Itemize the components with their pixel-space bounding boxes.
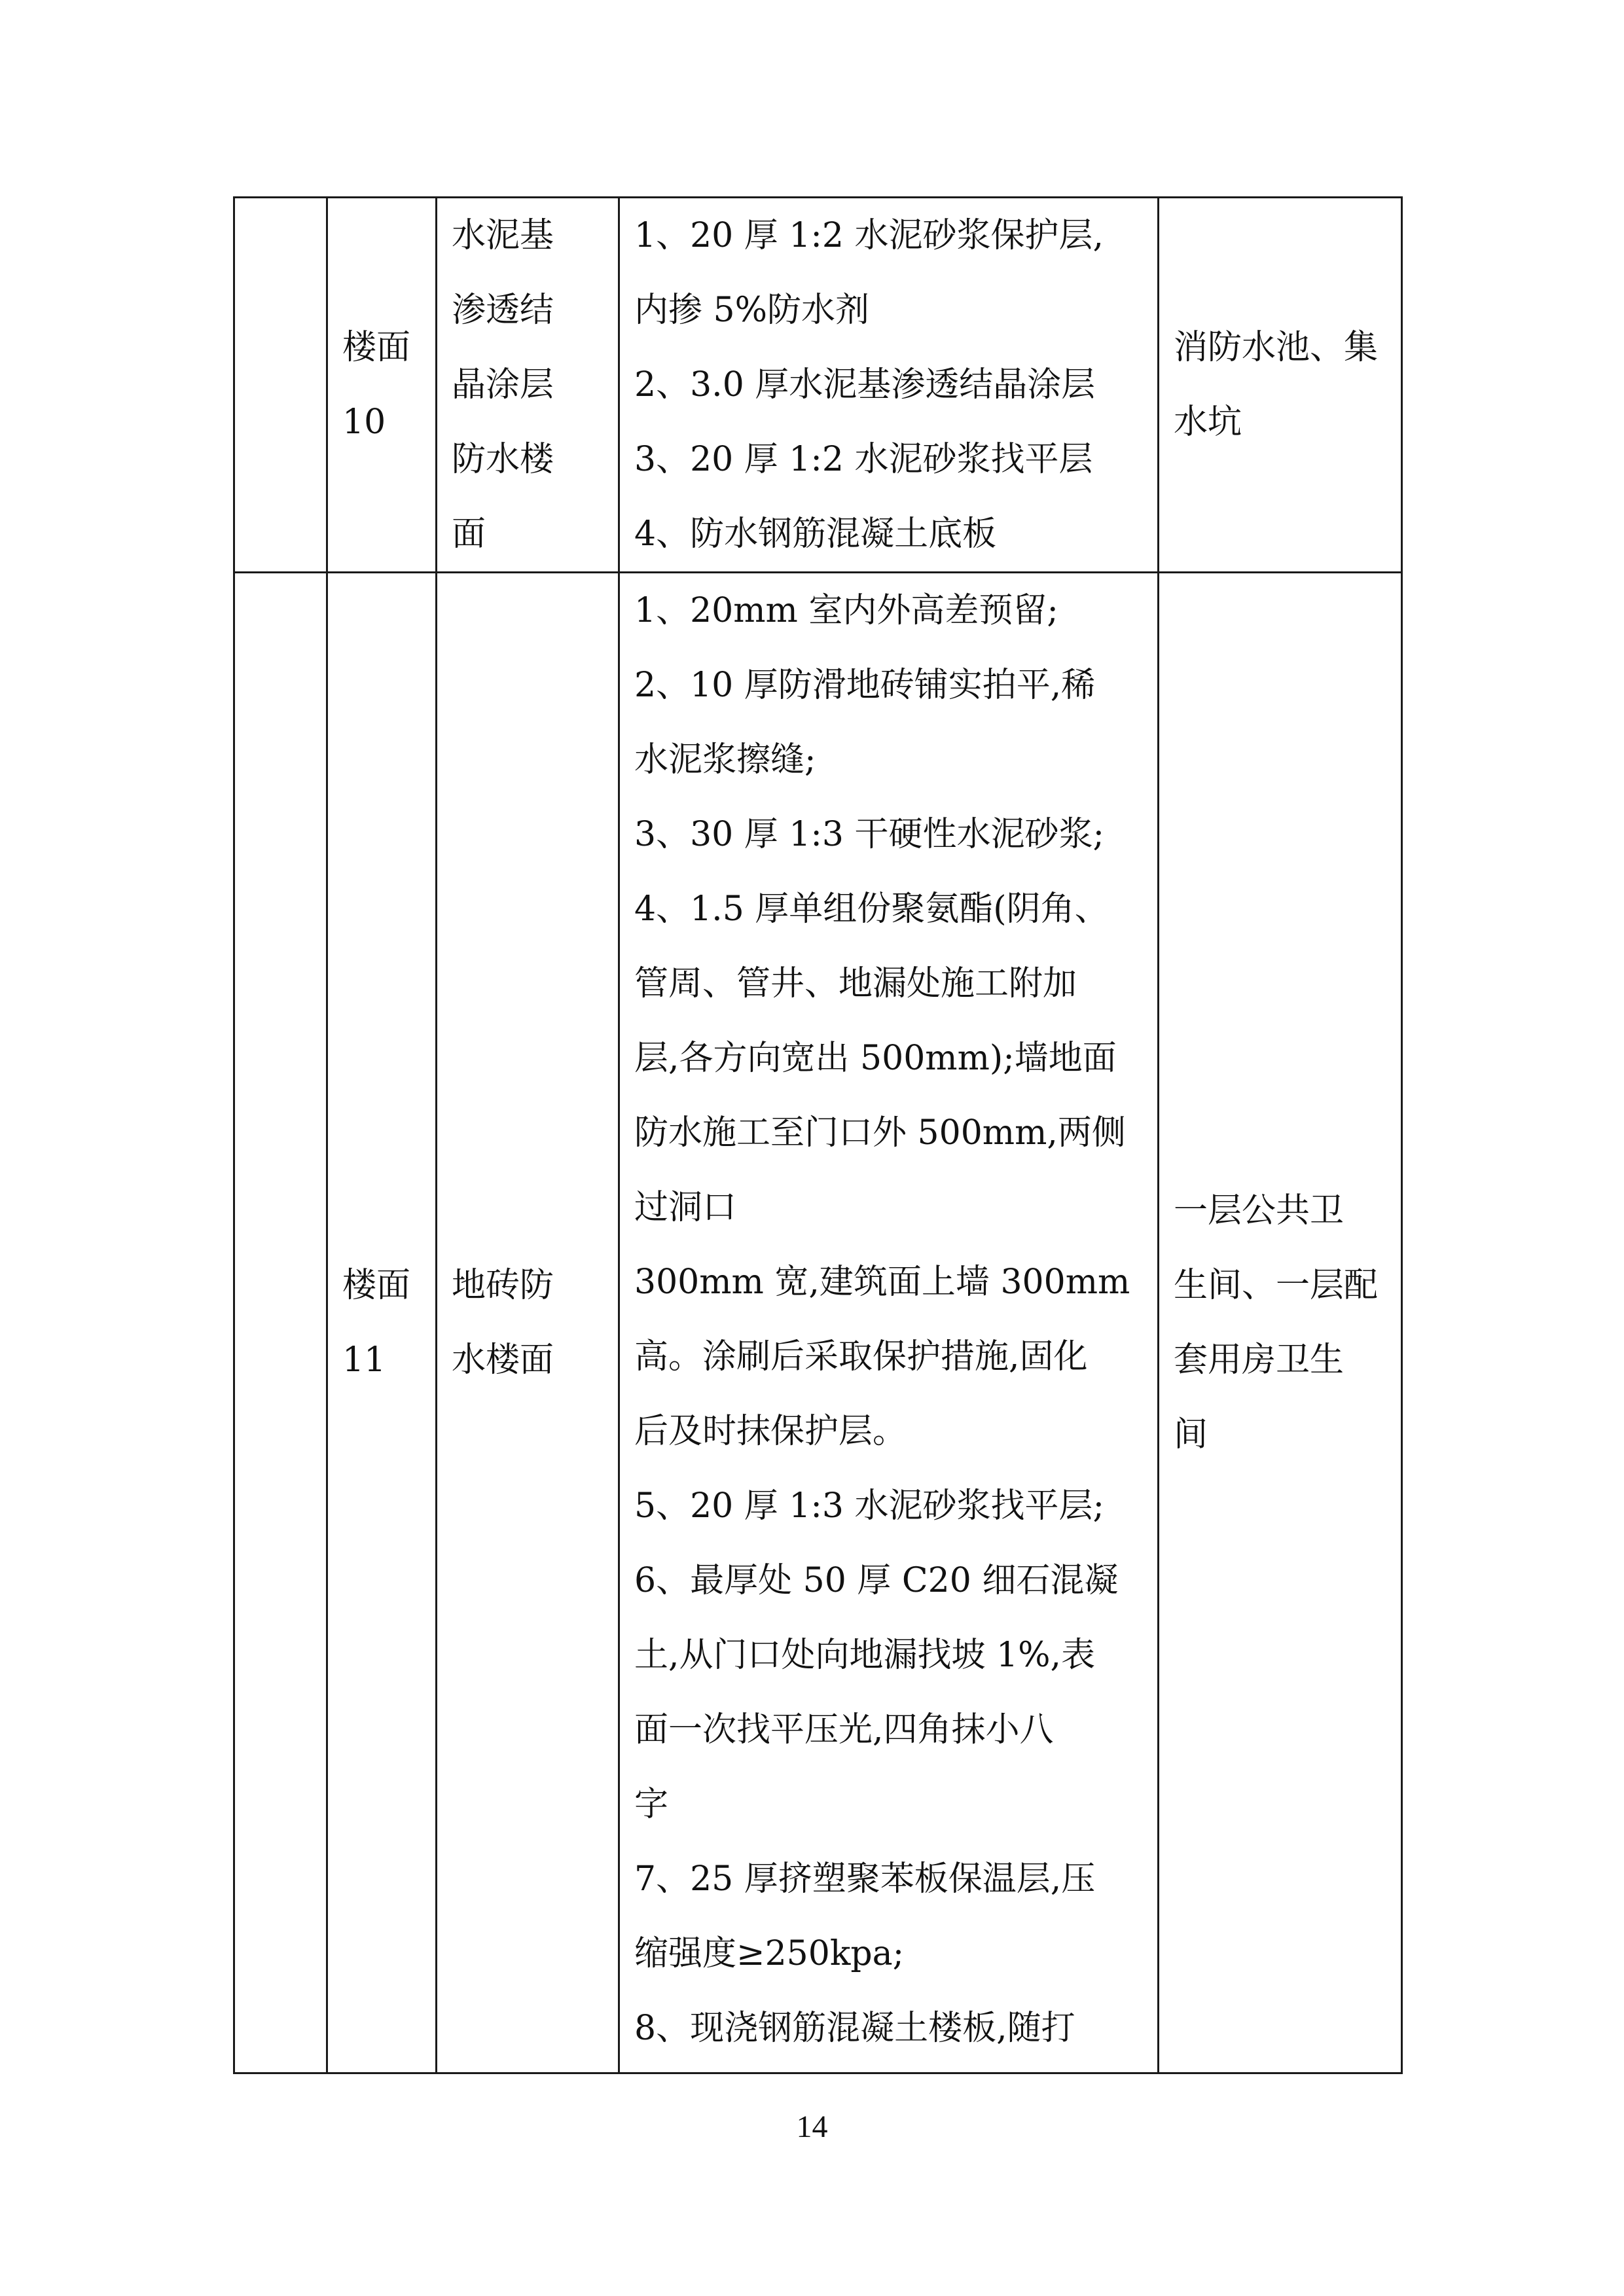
floor-name-text: 水泥基 [452,216,554,255]
construction-step-line: 2、10 厚防滑地砖铺实拍平,稀 [634,666,1096,705]
construction-step-line: 面一次找平压光,四角抹小八 [634,1710,1054,1749]
construction-step-line: 内掺 5%防水剂 [634,291,870,330]
floor-code-text: 楼面 [342,328,411,367]
floor-name-text: 地砖防 [452,1266,554,1305]
construction-step-line: 防水施工至门口外 500mm,两侧 [634,1113,1126,1153]
construction-step-line: 3、30 厚 1:3 干硬性水泥砂浆; [634,815,1105,854]
construction-step-line: 5、20 厚 1:3 水泥砂浆找平层; [634,1486,1105,1526]
location-cell [1159,573,1402,2073]
location-text: 套用房卫生 [1174,1340,1344,1380]
floor-code-cell [327,573,437,2073]
floor-name-cell [437,573,619,2073]
location-text: 生间、一层配 [1174,1266,1379,1305]
construction-step-line: 1、20 厚 1:2 水泥砂浆保护层, [634,216,1104,255]
page-number: 14 [796,2109,828,2144]
construction-step-line: 1、20mm 室内外高差预留; [634,591,1058,630]
construction-steps-cell [619,573,1159,2073]
location-text: 水坑 [1174,403,1242,442]
floor-name-cell [437,198,619,573]
floor-name-text: 水楼面 [452,1340,554,1380]
construction-step-line: 管周、管井、地漏处施工附加 [634,964,1077,1003]
index-cell [234,198,327,573]
floor-name-text: 防水楼 [452,440,554,479]
construction-step-line: 缩强度≥250kpa; [634,1934,905,1973]
construction-step-line: 水泥浆擦缝; [634,740,816,780]
table-row [234,573,1402,2073]
construction-step-line: 8、现浇钢筋混凝土楼板,随打 [634,2009,1075,2048]
construction-step-line: 过洞口 [634,1188,737,1227]
construction-step-line: 层,各方向宽出 500mm);墙地面 [634,1039,1117,1078]
location-text: 一层公共卫 [1174,1191,1344,1230]
construction-step-line: 300mm 宽,建筑面上墙 300mm [634,1263,1130,1302]
construction-step-line: 6、最厚处 50 厚 C20 细石混凝 [634,1561,1119,1600]
construction-step-line: 7、25 厚挤塑聚苯板保温层,压 [634,1859,1096,1899]
construction-step-line: 3、20 厚 1:2 水泥砂浆找平层 [634,440,1093,479]
floor-code-text: 楼面 [342,1266,411,1305]
construction-step-line: 后及时抹保护层。 [634,1412,907,1451]
construction-step-line: 土,从门口处向地漏找坡 1%,表 [634,1636,1096,1675]
floor-spec-table [233,196,1403,2074]
floor-name-text: 面 [452,514,486,554]
floor-code-text: 11 [342,1340,386,1380]
location-text: 间 [1174,1415,1208,1454]
construction-steps-cell [619,198,1159,573]
construction-step-line: 4、防水钢筋混凝土底板 [634,514,997,554]
floor-code-cell [327,198,437,573]
location-text: 消防水池、集 [1174,328,1379,367]
location-cell [1159,198,1402,573]
table-row [234,198,1402,573]
construction-step-line: 4、1.5 厚单组份聚氨酯(阴角、 [634,889,1109,929]
construction-step-line: 高。涂刷后采取保护措施,固化 [634,1337,1088,1376]
index-cell [234,573,327,2073]
construction-step-line: 字 [634,1785,669,1824]
floor-name-text: 晶涂层 [452,365,554,404]
floor-name-text: 渗透结 [452,291,554,330]
construction-step-line: 2、3.0 厚水泥基渗透结晶涂层 [634,365,1096,404]
floor-code-text: 10 [342,403,386,442]
